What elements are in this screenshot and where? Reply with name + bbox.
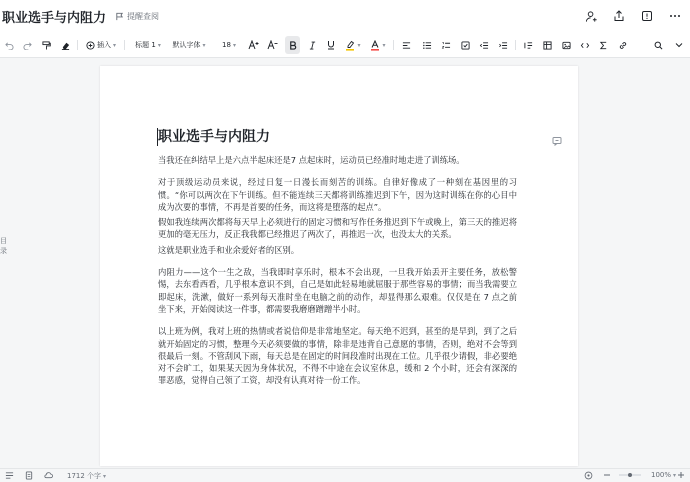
insert-menu[interactable] <box>84 36 118 54</box>
font-increase-icon <box>248 40 260 50</box>
indent-increase-button[interactable] <box>497 36 509 54</box>
redo-button[interactable] <box>21 36 33 54</box>
add-user-icon <box>585 10 598 23</box>
slider-track <box>618 471 642 479</box>
bold-button[interactable] <box>285 36 300 54</box>
notifications-button[interactable] <box>636 5 658 27</box>
font-family-select[interactable] <box>168 36 208 54</box>
target-icon <box>584 471 593 480</box>
quote-button[interactable] <box>522 36 534 54</box>
toolbar-divider <box>124 40 125 50</box>
paragraph[interactable]: 对于顶级运动员来说，经过日复一日漫长而刻苦的训练。自律好像成了一种刻在基因里的习惯。“你可以两次在下午训练。但不能连续三天都将训练推迟到下午，因为这时训练在你的心目中成为次要的事情，不再是首要的任务，而这将是堕落的起点”。 <box>158 177 517 212</box>
decrease-font-size-button[interactable] <box>266 36 280 54</box>
highlighter-icon <box>345 40 355 51</box>
indent-decrease-button[interactable] <box>478 36 490 54</box>
paragraph[interactable]: 假如我连续两次都将每天早上必须进行的固定习惯和写作任务推迟到下午或晚上，第三天的推迟将更加的毫无压力，反正我我都已经推迟了两次了，再推迟一次，也没太大的关系。 <box>158 217 517 240</box>
zoom-out-button[interactable] <box>603 471 611 479</box>
highlight-color-button[interactable] <box>344 36 362 54</box>
chevron-down-icon: ▾ <box>232 41 236 49</box>
font-color-button[interactable] <box>369 36 387 54</box>
insert-table-button[interactable] <box>541 36 553 54</box>
toolbar-divider <box>393 40 394 50</box>
clear-format-button[interactable] <box>59 36 71 54</box>
undo-button[interactable] <box>3 36 15 54</box>
add-comment-button[interactable] <box>552 131 562 150</box>
add-collaborator-button[interactable] <box>580 5 602 27</box>
reminder-label: 提醒查阅 <box>127 11 160 21</box>
insert-math-button[interactable] <box>597 36 609 54</box>
notification-icon <box>641 10 653 22</box>
insert-link-button[interactable] <box>617 36 629 54</box>
flag-icon <box>115 12 124 21</box>
undo-icon <box>5 41 14 50</box>
link-icon <box>618 41 628 50</box>
paragraph[interactable]: 内阻力——这个一生之敌，当我即时享乐时，根本不会出现，一旦我开始丢开主要任务，放松警惕，去东看西看，几乎根本意识不到，自己是如此轻易地就屈服于那些容易的事情；而当我需要立即起床，洗漱，做好一系列每天准时坐在电脑之前的动作，却显得那么艰难。仅仅是在 7 点之前坐下来，开始阅读这一件事，都需要我磨磨蹭蹭半小时。 <box>158 267 517 314</box>
formula-icon <box>599 41 608 50</box>
document-page[interactable] <box>100 66 578 466</box>
bold-icon <box>289 41 297 50</box>
chevron-down-icon <box>675 42 683 48</box>
chevron-down-icon: ▾ <box>357 41 361 49</box>
toolbar-divider <box>515 40 516 50</box>
code-icon <box>580 41 590 50</box>
word-count-label: 1712 个字 <box>67 472 102 480</box>
chevron-down-icon: ▾ <box>157 41 161 49</box>
font-family-label: 默认字体 <box>172 41 201 49</box>
increase-font-size-button[interactable] <box>247 36 261 54</box>
toolbar-divider <box>77 40 78 50</box>
formatting-toolbar <box>0 32 690 58</box>
task-list-button[interactable] <box>459 36 471 54</box>
outline-icon <box>5 471 14 480</box>
outline-toggle[interactable] <box>0 236 8 256</box>
doc-title[interactable]: 职业选手与内阻力 <box>2 10 107 26</box>
insert-image-button[interactable] <box>560 36 572 54</box>
eraser-icon <box>61 41 70 50</box>
font-size-select[interactable] <box>218 36 238 54</box>
share-icon <box>613 10 625 22</box>
plus-circle-icon <box>86 41 95 50</box>
more-button[interactable] <box>664 5 686 27</box>
paragraph[interactable]: 以上班为例，我对上班的热情或者说信仰是非常地坚定。每天绝不迟到，甚至的是早到，到了之后就开始固定的习惯，整理今天必须要做的事情，除非是违背自己意愿的事情，否则，绝对不会等到很最后一刻。不管刮风下雨，每天总是在固定的时间段准时出现在工位。几乎很少请假，非必要绝对不会旷工，如果某天因为身体状况，不得不中途在会议室休息，缓和 2 个小时，还会有深深的罪恶感，觉得自己领了工资，却没有认真对待一份工作。 <box>158 326 517 386</box>
quote-icon <box>524 41 533 50</box>
table-icon <box>543 41 552 50</box>
font-decrease-icon <box>267 40 279 50</box>
focus-mode-button[interactable] <box>584 471 593 480</box>
chevron-down-icon: ▾ <box>103 472 107 480</box>
search-button[interactable] <box>652 36 664 54</box>
minus-icon <box>603 471 611 479</box>
document-heading-text: 职业选手与内阻力 <box>158 129 270 145</box>
bullet-list-icon <box>422 41 432 50</box>
zoom-level-label: 100% <box>651 471 672 479</box>
zoom-in-button[interactable] <box>677 471 685 479</box>
toolbar-more-button[interactable] <box>672 36 686 54</box>
search-icon <box>654 41 663 50</box>
document-icon <box>25 471 33 480</box>
paragraph[interactable]: 当我还在纠结早上是六点半起床还是7 点起床时，运动员已经准时地走进了训练场。 <box>158 155 465 165</box>
zoom-slider[interactable] <box>618 471 642 479</box>
numbered-list-button[interactable] <box>440 36 452 54</box>
indent-decrease-icon <box>479 41 489 50</box>
heading-style-select[interactable] <box>131 36 163 54</box>
text-cursor <box>157 128 158 146</box>
cloud-icon <box>44 471 53 479</box>
italic-button[interactable] <box>306 36 318 54</box>
image-icon <box>562 41 571 50</box>
word-count[interactable] <box>67 471 106 481</box>
font-color-icon <box>370 40 380 51</box>
underline-icon <box>327 40 335 50</box>
italic-icon <box>309 41 316 50</box>
heading-style-label: 标题 1 <box>135 41 156 49</box>
cloud-status[interactable] <box>44 471 53 479</box>
chevron-down-icon: ▾ <box>673 471 677 479</box>
chevron-down-icon: ▾ <box>382 41 386 49</box>
format-painter-icon <box>42 41 51 50</box>
paragraph[interactable]: 这就是职业选手和业余爱好者的区别。 <box>158 244 300 255</box>
insert-label: 插入 <box>96 41 111 49</box>
chevron-down-icon: ▾ <box>112 41 116 49</box>
status-bar <box>0 468 690 482</box>
outline-label: 目录 <box>0 237 7 255</box>
format-painter-button[interactable] <box>40 36 52 54</box>
notes-button[interactable] <box>25 471 33 480</box>
comment-icon <box>552 136 562 146</box>
checkbox-icon <box>461 41 470 50</box>
underline-button[interactable] <box>325 36 337 54</box>
toc-toggle-button[interactable] <box>5 471 14 480</box>
numbered-list-icon <box>441 41 451 50</box>
document-heading[interactable] <box>158 128 517 146</box>
insert-code-button[interactable] <box>579 36 591 54</box>
chevron-down-icon: ▾ <box>202 41 206 49</box>
title-bar <box>0 0 690 32</box>
more-icon <box>669 10 681 22</box>
align-left-icon <box>402 41 411 50</box>
zoom-level[interactable] <box>651 471 676 479</box>
bullet-list-button[interactable] <box>421 36 433 54</box>
reminder-button[interactable] <box>115 11 159 22</box>
redo-icon <box>23 41 32 50</box>
plus-icon <box>677 471 685 479</box>
indent-increase-icon <box>498 41 508 50</box>
alignment-button[interactable] <box>400 36 412 54</box>
document-body[interactable] <box>158 128 517 387</box>
font-size-label: 18 <box>222 41 231 49</box>
share-button[interactable] <box>608 5 630 27</box>
